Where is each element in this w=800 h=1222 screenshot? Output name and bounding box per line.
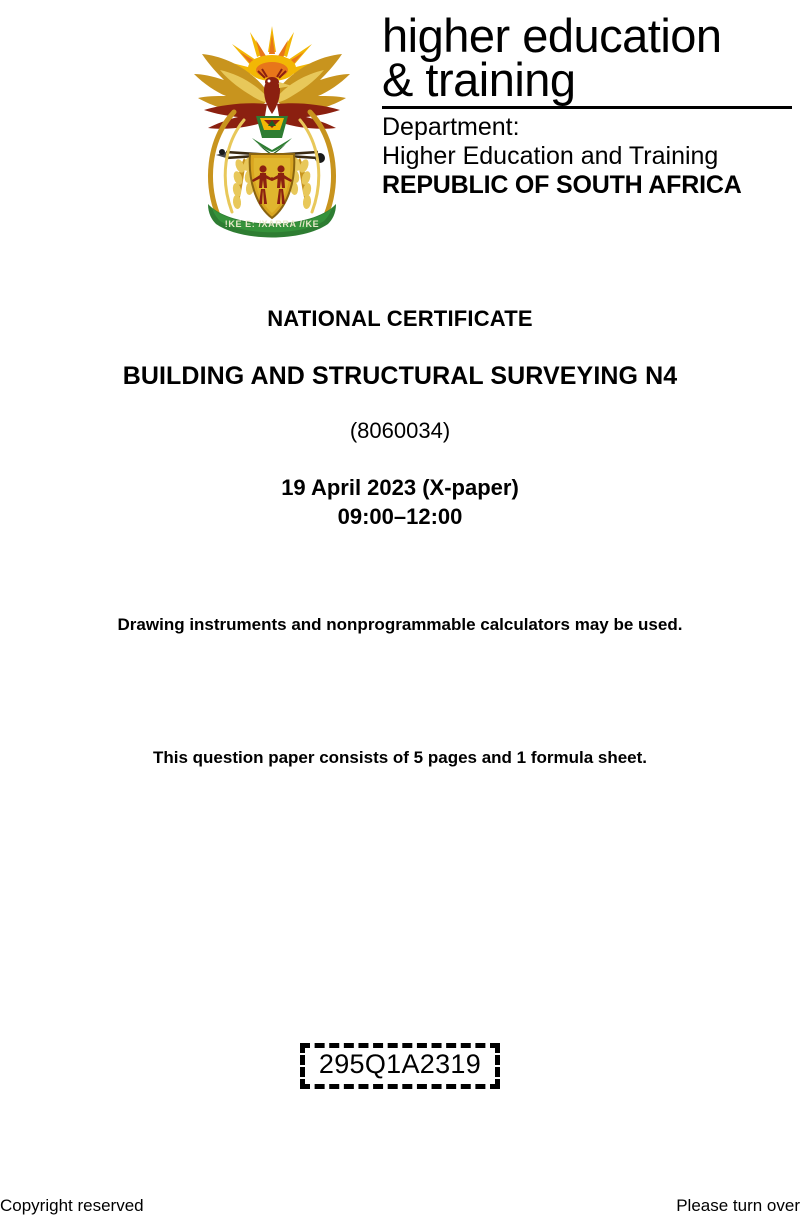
department-label: Department: <box>382 113 520 142</box>
copyright-notice: Copyright reserved <box>0 1196 144 1215</box>
paper-code-container <box>0 1043 800 1089</box>
department-name: Higher Education and Training <box>382 142 719 171</box>
coat-of-arms-motto: !KE E: /XARRA //KE <box>224 219 320 229</box>
exam-time: 09:00–12:00 <box>337 504 463 529</box>
coat-of-arms-icon <box>172 8 372 248</box>
subject-title: BUILDING AND STRUCTURAL SURVEYING N4 <box>122 362 678 390</box>
exam-details <box>0 306 800 768</box>
paper-code-box: 295Q1A2319 <box>300 1043 500 1089</box>
wordmark-line-2: & training <box>382 52 576 106</box>
wordmark-line-1: higher education <box>382 9 722 62</box>
department-wordmark <box>382 8 794 200</box>
subject-code: (8060034) <box>349 418 451 443</box>
page-footer <box>0 1196 800 1216</box>
turn-over-notice: Please turn over <box>676 1196 800 1215</box>
letterhead <box>0 8 800 248</box>
instruments-note: Drawing instruments and nonprogrammable calculators may be used. <box>117 615 683 634</box>
country-name: REPUBLIC OF SOUTH AFRICA <box>382 171 742 200</box>
wordmark-divider <box>382 106 792 109</box>
exam-date: 19 April 2023 (X-paper) <box>281 475 519 500</box>
certificate-title: NATIONAL CERTIFICATE <box>267 306 533 331</box>
page-count-note: This question paper consists of 5 pages and 1 formula sheet. <box>152 748 648 767</box>
